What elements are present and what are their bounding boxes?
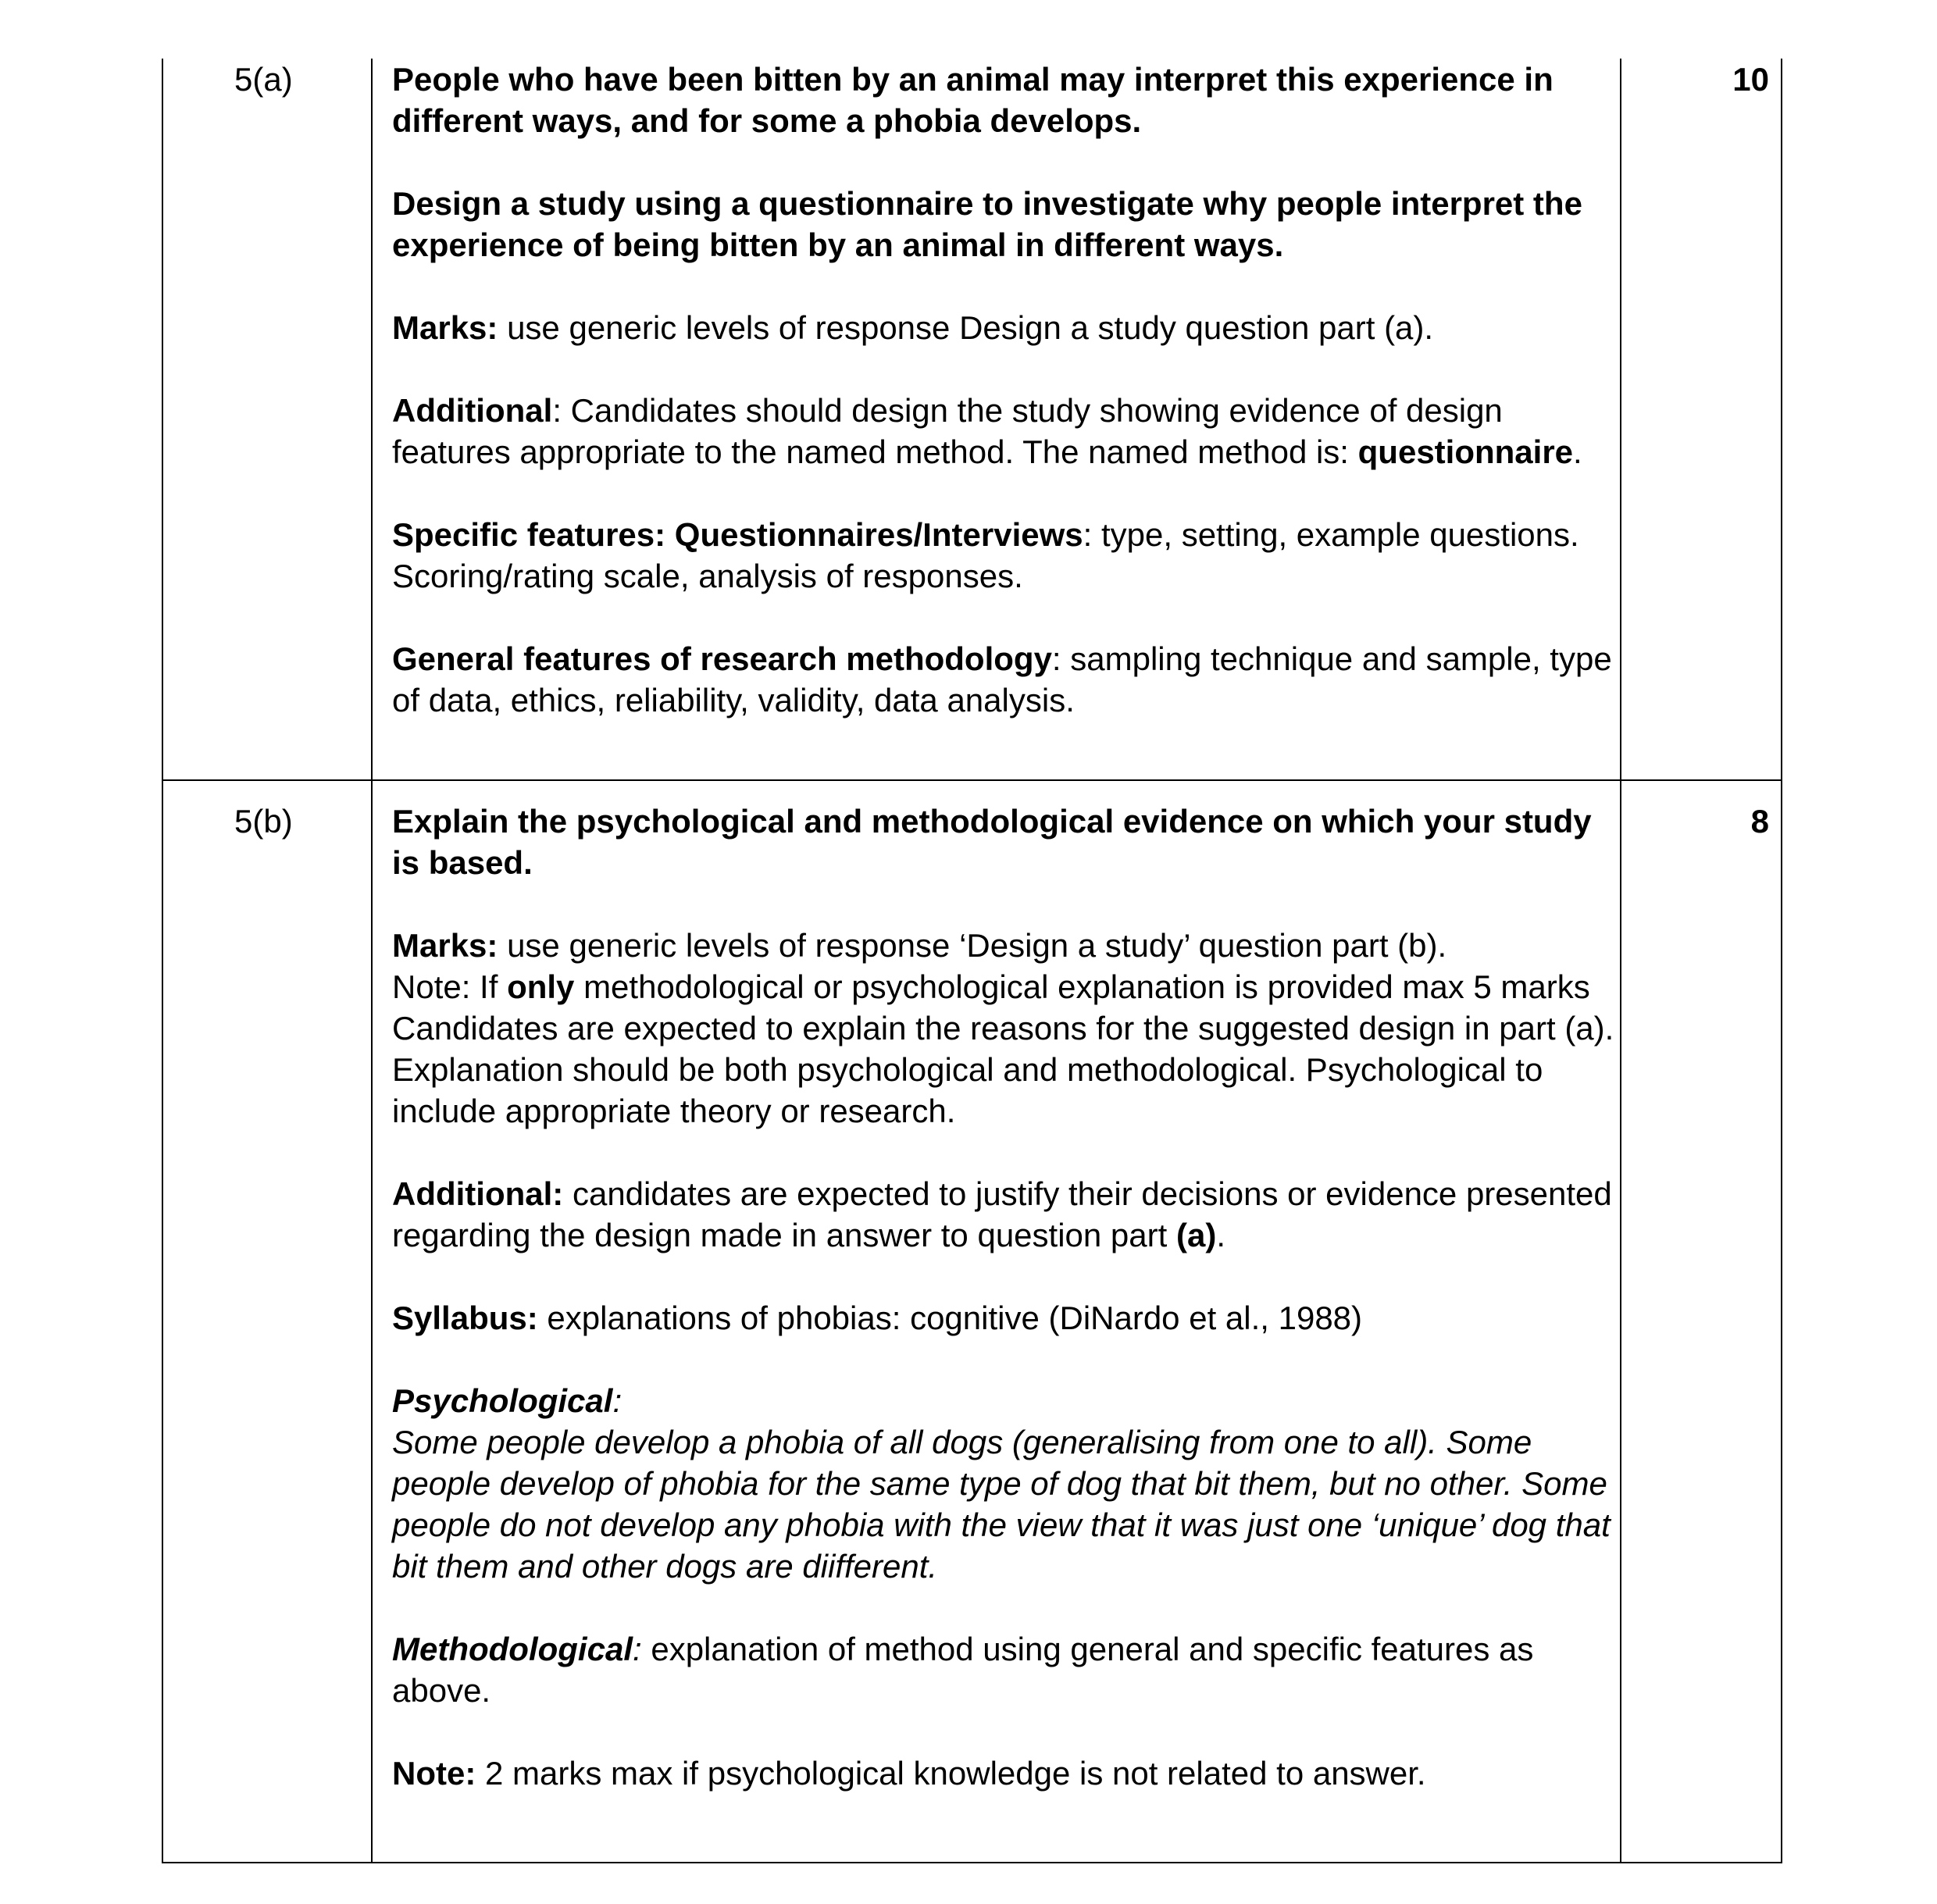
note-pre: Note: If [392,968,508,1005]
additional-end: . [1573,433,1582,470]
additional-end: . [1216,1217,1225,1253]
additional-guidance [392,1173,1617,1256]
question-number: 5(a) [234,61,293,98]
question-number: 5(b) [234,803,293,840]
table-border-right [1781,59,1782,1863]
final-note-label: Note: [392,1755,476,1792]
question-task: Design a study using a questionnaire to investigate why people interpret the experience of being bitten by an animal in different ways. [392,185,1582,263]
general-label: General features of research methodology [392,640,1052,677]
marks-value: 8 [1750,803,1769,840]
psychological-text: Some people develop a phobia of all dogs (generalising from one to all). Some people develop of phobia for the same type of dog that bit them, but no other. Some people do not develop any phobia with the view that it was just one ‘unique’ dog that bit them and other dogs are diifferent. [392,1424,1611,1585]
general-text: : sampling technique and sample, type of data, ethics, reliability, validity, data analysis. [392,640,1612,718]
specific-features [392,514,1617,597]
candidates-guidance: Candidates are expected to explain the reasons for the suggested design in part (a). Explanation should be both psychological and methodological. Psychological to include appropriate theory or research. [392,1010,1614,1129]
methodological-text: explanation of method using general and specific features as above. [392,1631,1534,1709]
specific-text: : type, setting, example questions. Scoring/rating scale, analysis of responses. [392,516,1579,594]
named-method: questionnaire [1357,433,1574,470]
answer-cell-5a [392,59,1617,721]
additional-part: (a) [1175,1217,1217,1253]
table-border-left [162,59,163,1863]
syllabus-guidance [392,1297,1617,1339]
psychological-colon: : [612,1382,622,1419]
marks-text: use generic levels of response Design a study question part (a). [498,309,1434,346]
specific-label: Specific features: Questionnaires/Interviews [392,516,1083,553]
marks-guidance [392,925,1617,966]
methodological-label: Methodological [392,1631,633,1667]
row-divider [162,779,1782,781]
additional-label: Additional [392,392,553,429]
general-features [392,638,1617,721]
psychological-heading [392,1380,1617,1421]
syllabus-text: explanations of phobias: cognitive (DiNardo et al., 1988) [537,1300,1363,1336]
answer-cell-5b [392,800,1617,1794]
marks-text: use generic levels of response ‘Design a study’ question part (b). [498,927,1447,964]
note-only: only [507,968,575,1005]
final-note-text: 2 marks max if psychological knowledge is not related to answer. [476,1755,1426,1792]
note-guidance [392,966,1617,1007]
column-divider-question [371,59,373,1863]
note-post: methodological or psychological explanation is provided max 5 marks [574,968,1590,1005]
question-stem: Explain the psychological and methodological evidence on which your study is based. [392,803,1592,881]
syllabus-label: Syllabus: [392,1300,538,1336]
column-divider-marks [1620,59,1621,1863]
additional-text: : Candidates should design the study showing evidence of design features appropriate to the named method. The named method is: [392,392,1503,470]
table-border-bottom [162,1862,1782,1863]
methodological-guidance [392,1628,1617,1711]
additional-text: candidates are expected to justify their decisions or evidence presented regarding the design made in answer to question part [392,1175,1612,1253]
marks-label: Marks: [392,927,498,964]
additional-label: Additional: [392,1175,564,1212]
additional-guidance [392,390,1617,472]
methodological-colon: : [633,1631,642,1667]
question-stem: People who have been bitten by an animal may interpret this experience in different ways, and for some a phobia develops. [392,61,1554,139]
psychological-label: Psychological [392,1382,613,1419]
marks-value: 10 [1732,61,1769,98]
marks-label: Marks: [392,309,498,346]
marks-guidance [392,307,1617,348]
final-note [392,1752,1617,1794]
